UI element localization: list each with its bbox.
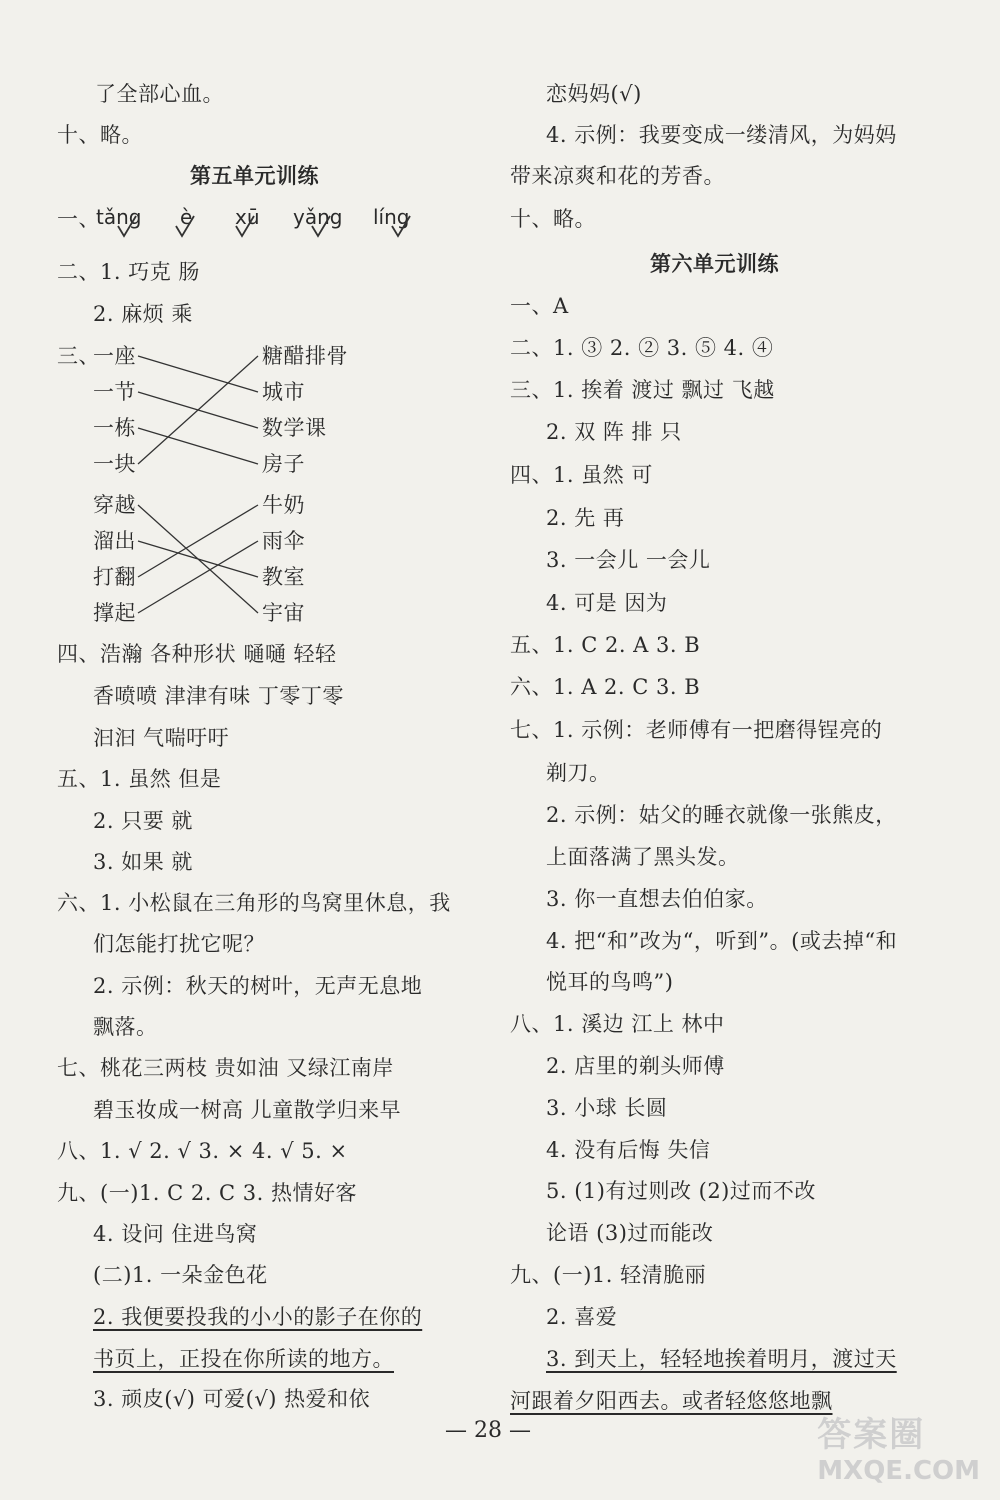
text-line: 们怎能打扰它呢？ — [93, 932, 265, 956]
text-line: 二、1. 巧克 肠 — [57, 260, 200, 284]
text-line: 4. 没有后悔 失信 — [546, 1138, 711, 1162]
text-line: 3. 一会儿 一会儿 — [546, 548, 711, 572]
text-line: 了全部心血。 — [95, 82, 224, 106]
text-line: 九、(一)1. C 2. C 3. 热情好客 — [57, 1181, 358, 1205]
pinyin-answer: yǎng — [293, 205, 343, 229]
text-line: 上面落满了黑头发。 — [546, 845, 740, 869]
text-line: 汩汩 气喘吁吁 — [93, 726, 230, 750]
text-line: 碧玉妆成一树高 儿童散学归来早 — [93, 1098, 402, 1122]
match-line — [138, 356, 258, 392]
question-3-label: 三、 — [57, 344, 100, 368]
match-right-item: 城市 — [262, 380, 305, 404]
section-heading-unit5: 第五单元训练 — [190, 163, 319, 188]
text-line: 带来凉爽和花的芳香。 — [510, 164, 725, 188]
match-right-item: 糖醋排骨 — [262, 344, 348, 368]
section-heading-unit6: 第六单元训练 — [650, 251, 779, 276]
watermark — [817, 1407, 980, 1486]
text-line: 2. 示例：姑父的睡衣就像一张熊皮， — [546, 803, 897, 827]
text-line: 5. (1)有过则改 (2)过而不改 — [546, 1179, 816, 1203]
text-line: 3. 顽皮(√) 可爱(√) 热爱和依 — [93, 1387, 371, 1411]
text-line: 2. 麻烦 乘 — [93, 302, 193, 326]
text-line: 二、1. ③ 2. ② 3. ⑤ 4. ④ — [510, 336, 774, 360]
text-line: 香喷喷 津津有味 丁零丁零 — [93, 684, 344, 708]
text-line: 2. 喜爱 — [546, 1305, 618, 1329]
text-line: 八、1. 溪边 江上 林中 — [510, 1012, 725, 1036]
match-line — [138, 541, 258, 613]
text-line: 2. 双 阵 排 只 — [546, 420, 682, 444]
match-line — [138, 356, 258, 464]
text-line: 3. 你一直想去伯伯家。 — [546, 887, 768, 911]
match-left-item: 溜出 — [93, 529, 136, 553]
text-line: 2. 先 再 — [546, 506, 625, 530]
underlined-answer: 2. 我便要投我的小小的影子在你的 — [93, 1305, 423, 1329]
matching-lines — [0, 0, 500, 660]
match-right-item: 数学课 — [262, 416, 327, 440]
match-right-item: 雨伞 — [262, 529, 305, 553]
watermark-logo: 答案圈 — [817, 1415, 926, 1455]
match-left-item: 一节 — [93, 380, 136, 404]
text-line: 2. 只要 就 — [93, 809, 193, 833]
text-line: 九、(一)1. 轻清脆丽 — [510, 1263, 707, 1287]
pinyin-answer: líng — [373, 205, 410, 229]
text-line: 七、1. 示例：老师傅有一把磨得锃亮的 — [510, 718, 883, 742]
match-right-item: 教室 — [262, 565, 305, 589]
text-line: 六、1. A 2. C 3. B — [510, 675, 701, 699]
text-line: 十、略。 — [57, 123, 143, 147]
text-line: 三、1. 挨着 渡过 飘过 飞越 — [510, 378, 775, 402]
text-line: 八、1. √ 2. √ 3. × 4. √ 5. × — [57, 1139, 348, 1163]
text-line: 4. 示例：我要变成一缕清风，为妈妈 — [546, 123, 897, 147]
match-left-item: 一座 — [93, 344, 136, 368]
text-line: 五、1. C 2. A 3. B — [510, 633, 701, 657]
match-right-item: 房子 — [262, 452, 305, 476]
pinyin-answer: è — [180, 205, 193, 229]
match-line — [138, 428, 258, 464]
underlined-answer: 书页上，正投在你所读的地方。 — [93, 1347, 394, 1371]
match-left-item: 打翻 — [93, 565, 136, 589]
page-number: — 28 — — [445, 1418, 531, 1443]
text-line: 恋妈妈(√) — [546, 82, 642, 106]
match-left-item: 一栋 — [93, 416, 136, 440]
text-line: 3. 如果 就 — [93, 850, 193, 874]
text-line: 2. 示例：秋天的树叶，无声无息地 — [93, 974, 423, 998]
text-line: 一、A — [510, 294, 569, 318]
match-right-item: 宇宙 — [262, 601, 305, 625]
match-left-item: 撑起 — [93, 601, 136, 625]
text-line: 4. 把“和”改为“，听到”。(或去掉“和 — [546, 929, 898, 953]
watermark-url: MXQE.COM — [817, 1456, 980, 1486]
text-line: 四、1. 虽然 可 — [510, 463, 653, 487]
underlined-answer: 3. 到天上，轻轻地挨着明月，渡过天 — [546, 1347, 897, 1371]
match-left-item: 穿越 — [93, 493, 136, 517]
pinyin-answer: xū — [235, 205, 260, 229]
match-line — [138, 505, 258, 577]
match-right-item: 牛奶 — [262, 493, 305, 517]
text-line: 论语 (3)过而能改 — [546, 1221, 714, 1245]
text-line: 七、桃花三两枝 贵如油 又绿江南岸 — [57, 1056, 394, 1080]
text-line: (二)1. 一朵金色花 — [93, 1263, 268, 1287]
text-line: 飘落。 — [93, 1015, 158, 1039]
text-line: 4. 可是 因为 — [546, 591, 668, 615]
text-line: 四、浩瀚 各种形状 嗵嗵 轻轻 — [57, 642, 337, 666]
pinyin-answer: tǎng — [96, 205, 142, 229]
text-line: 4. 设问 住进鸟窝 — [93, 1222, 258, 1246]
match-line — [138, 541, 258, 577]
text-line: 3. 小球 长圆 — [546, 1096, 668, 1120]
text-line: 悦耳的鸟鸣”) — [546, 970, 674, 994]
underlined-answer: 河跟着夕阳西去。或者轻悠悠地飘 — [510, 1389, 833, 1413]
text-line: 五、1. 虽然 但是 — [57, 767, 222, 791]
match-left-item: 一块 — [93, 452, 136, 476]
text-line: 剃刀。 — [546, 761, 611, 785]
text-line: 六、1. 小松鼠在三角形的鸟窝里休息，我 — [57, 891, 451, 915]
text-line: 十、略。 — [510, 207, 596, 231]
question-1-label: 一、 — [57, 207, 100, 231]
text-line: 2. 店里的剃头师傅 — [546, 1054, 725, 1078]
